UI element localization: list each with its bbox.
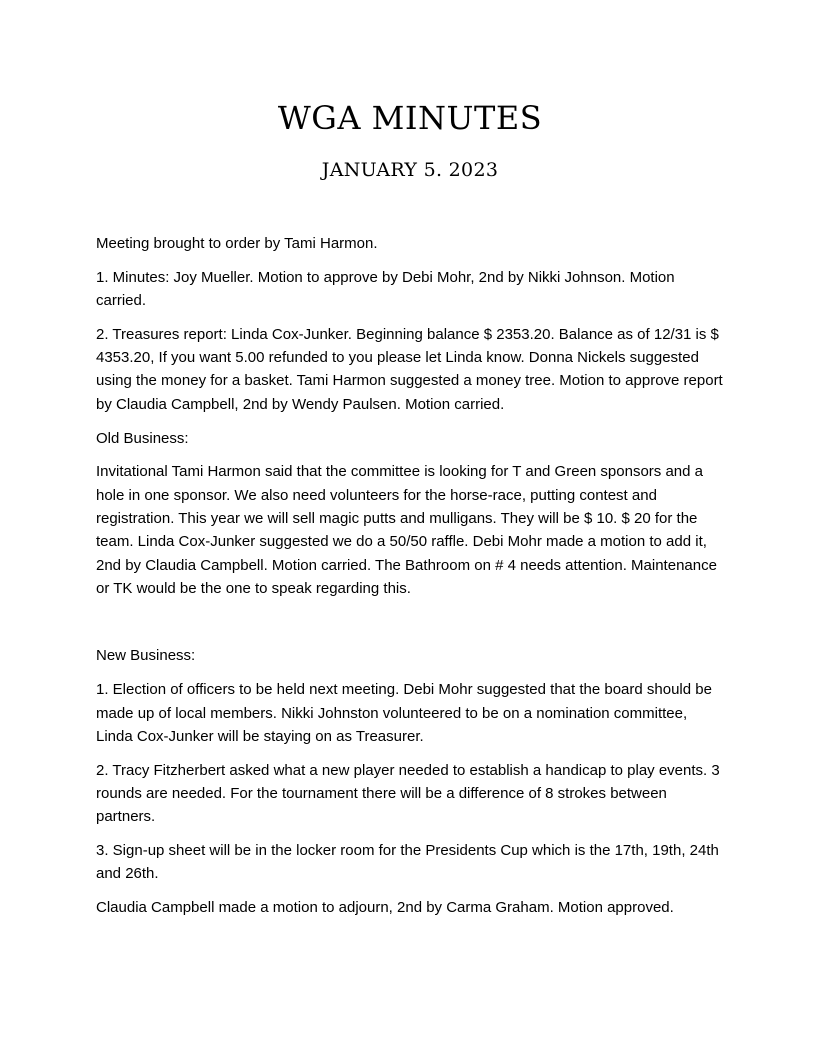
document-title: WGA MINUTES	[277, 99, 543, 137]
paragraph-sign-up-sheet: 3. Sign-up sheet will be in the locker room for the Presidents Cup which is the 17th, 19th, 24th and 26th.	[96, 842, 719, 883]
paragraph-minutes: 1. Minutes: Joy Mueller. Motion to approve by Debi Mohr, 2nd by Nikki Johnson. Motion carried.	[96, 268, 675, 310]
paragraph-call-to-order: Meeting brought to order by Tami Harmon.	[96, 235, 378, 252]
paragraph-invitational: Invitational Tami Harmon said that the committee is looking for T and Green sponsors and a hole in one sponsor. We also need volunteers for the horse-race, putting contest and registration. This year we will sell magic putts and mulligans. They will be $ 10. $ 20 for the team. Linda Cox-Junker suggested we do a 50/50 raffle. Debi Mohr made a motion to add it, 2nd by Claudia Campbell. Motion carried. The Bathroom on # 4 needs attention. Maintenance or TK would be the one to speak regarding this.	[96, 463, 717, 597]
paragraph-election: 1. Election of officers to be held next meeting. Debi Mohr suggested that the board should be made up of local members. Nikki Johnston volunteered to be on a nomination committee, Linda Cox-Junker will be staying on as Treasurer.	[96, 681, 712, 745]
document-date: JANUARY 5. 2023	[321, 159, 499, 181]
paragraph-treasurer-report: 2. Treasures report: Linda Cox-Junker. Beginning balance $ 2353.20. Balance as of 12/31 is $ 4353.20, If you want 5.00 refunded to you please let Linda know. Donna Nickels suggested using the money for a basket. Tami Harmon suggested a money tree. Motion to approve report by Claudia Campbell, 2nd by Wendy Paulsen. Motion carried.	[96, 325, 723, 413]
blank-line	[96, 611, 724, 645]
paragraph-handicap: 2. Tracy Fitzherbert asked what a new player needed to establish a handicap to play events. 3 rounds are needed. For the tournament there will be a difference of 8 strokes between partners.	[96, 761, 720, 826]
heading-old-business: Old Business:	[96, 429, 189, 447]
document-body	[96, 232, 724, 930]
paragraph-adjourn: Claudia Campbell made a motion to adjourn, 2nd by Carma Graham. Motion approved.	[96, 899, 674, 917]
heading-new-business: New Business:	[96, 647, 196, 665]
